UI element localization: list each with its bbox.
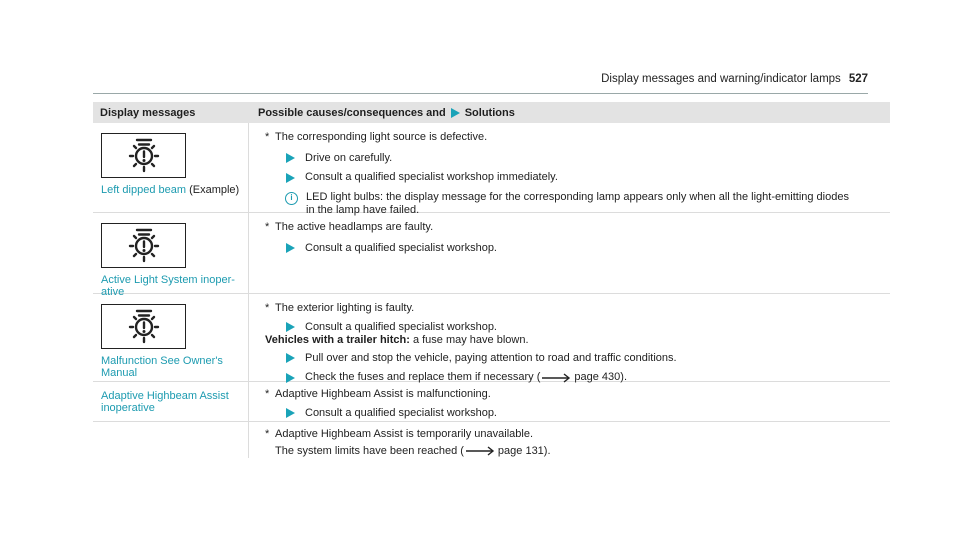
info-icon: i: [285, 192, 298, 205]
message-label: Adaptive Highbeam Assist: [101, 390, 229, 402]
message-cell: [93, 294, 249, 381]
solution-cell: * Adaptive Highbeam Assist is temporarily unavailable. The system limits have been reached ( page 131).: [265, 428, 551, 457]
page-ref[interactable]: page 430).: [574, 371, 628, 383]
message-label-cont: inoperative: [101, 402, 155, 414]
col2-header-label: Possible causes/consequences and: [258, 106, 446, 119]
col-display-messages: Display messages: [100, 106, 196, 119]
cause-text: The exterior lighting is faulty.: [275, 302, 415, 314]
message-label: Left dipped beam: [101, 184, 187, 196]
solution-cell: * The active headlamps are faulty. Consult a qualified specialist workshop.: [265, 221, 497, 254]
vehicles-text: a fuse may have blown.: [412, 334, 529, 346]
solution-cell: * The exterior lighting is faulty. Consult a qualified specialist workshop. Vehicles with a trailer hitch: a fuse may have blown. Pull over and stop the vehicle, paying attention to road and traffic conditions. Check the fuses and replace them if necessary ( page 430).: [265, 302, 677, 383]
note-line: in the lamp have failed.: [306, 204, 420, 216]
table-row: [93, 382, 890, 422]
table-row: [93, 422, 890, 458]
page-ref[interactable]: page 131).: [497, 444, 551, 457]
limits-text: The system limits have been reached (: [275, 444, 464, 457]
triangle-arrow-icon: [286, 408, 295, 418]
exterior-light-warning-icon: [101, 223, 186, 268]
triangle-arrow-icon: [451, 108, 460, 118]
cause-text: The corresponding light source is defective.: [275, 131, 488, 143]
step-text: Consult a qualified specialist workshop.: [305, 406, 497, 419]
message-cell: [93, 123, 249, 212]
message-label: Active Light System inoper-: [101, 274, 235, 286]
solution-cell: * Adaptive Highbeam Assist is malfunctioning. Consult a qualified specialist workshop.: [265, 388, 497, 419]
table-row: [93, 213, 890, 298]
table-row: [93, 294, 890, 382]
running-header: [601, 73, 868, 85]
message-label: Malfunction See Owner's: [101, 355, 223, 367]
message-cell: [93, 213, 249, 298]
page-ref-arrow-icon: [466, 446, 496, 456]
exterior-light-warning-icon: [101, 304, 186, 349]
message-cell: [93, 382, 249, 421]
col2-header-solutions: Solutions: [464, 106, 515, 119]
triangle-arrow-icon: [286, 153, 295, 163]
cause-text: Adaptive Highbeam Assist is malfunctioning.: [275, 388, 491, 400]
table-row: [93, 123, 890, 216]
header-rule: [93, 93, 868, 94]
step-text: Pull over and stop the vehicle, paying attention to road and traffic conditions.: [305, 351, 677, 364]
triangle-arrow-icon: [286, 353, 295, 363]
step-text: Consult a qualified specialist workshop immediately.: [305, 171, 558, 183]
vehicles-label: Vehicles with a trailer hitch:: [265, 334, 410, 346]
running-title: Display messages and warning/indicator lamps: [601, 73, 841, 85]
step-text: Consult a qualified specialist workshop.: [305, 241, 497, 254]
col-causes-solutions: [249, 107, 890, 119]
exterior-light-warning-icon: [101, 133, 186, 178]
message-label-cont: Manual: [101, 367, 138, 379]
step-text: Check the fuses and replace them if necessary (: [305, 371, 541, 383]
step-text: Consult a qualified specialist workshop.: [305, 320, 497, 333]
cause-text: Adaptive Highbeam Assist is temporarily unavailable.: [275, 428, 534, 440]
message-label-cont: ative: [101, 286, 125, 298]
message-suffix: (Example): [189, 184, 240, 196]
triangle-arrow-icon: [286, 173, 295, 183]
page-number: 527: [848, 73, 868, 85]
message-cell: [93, 422, 249, 458]
step-text: Drive on carefully.: [305, 151, 393, 164]
triangle-arrow-icon: [286, 322, 295, 332]
table-header: [93, 102, 890, 123]
messages-table: [93, 102, 890, 458]
note-line: LED light bulbs: the display message for the corresponding lamp appears only when all the light-emitting diodes: [306, 190, 849, 203]
cause-text: The active headlamps are faulty.: [275, 221, 434, 233]
triangle-arrow-icon: [286, 243, 295, 253]
solution-cell: * The corresponding light source is defective. Drive on carefully. Consult a qualified specialist workshop immediately. i LED light bulbs: the display message for the corresponding lamp appears only when all the light-emitting diodes in the lamp have failed.: [249, 123, 890, 212]
